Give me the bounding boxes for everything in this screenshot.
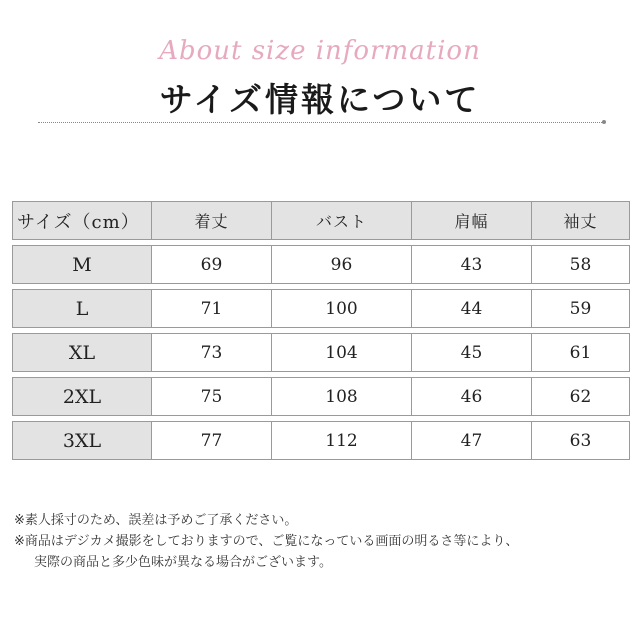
size-label: 3XL xyxy=(12,421,152,460)
table-cell: 73 xyxy=(152,333,272,372)
table-row xyxy=(12,245,630,284)
table-row xyxy=(12,421,630,460)
title-divider xyxy=(38,122,604,123)
table-cell: 96 xyxy=(272,245,412,284)
header-sleeve: 袖丈 xyxy=(532,201,630,240)
header-bust: バスト xyxy=(272,201,412,240)
table-cell: 44 xyxy=(412,289,532,328)
table-cell: 75 xyxy=(152,377,272,416)
table-cell: 112 xyxy=(272,421,412,460)
table-row xyxy=(12,377,630,416)
size-label: L xyxy=(12,289,152,328)
table-cell: 77 xyxy=(152,421,272,460)
table-cell: 61 xyxy=(532,333,630,372)
table-cell: 71 xyxy=(152,289,272,328)
size-table xyxy=(12,196,630,465)
table-cell: 47 xyxy=(412,421,532,460)
size-label: XL xyxy=(12,333,152,372)
header-size: サイズ（cm） xyxy=(12,201,152,240)
table-cell: 58 xyxy=(532,245,630,284)
size-label: 2XL xyxy=(12,377,152,416)
table-cell: 43 xyxy=(412,245,532,284)
table-cell: 108 xyxy=(272,377,412,416)
table-cell: 100 xyxy=(272,289,412,328)
notes xyxy=(14,510,630,573)
note-measurement: ※素人採寸のため、誤差は予めご了承ください。 xyxy=(14,513,298,528)
table-row xyxy=(12,289,630,328)
table-cell: 63 xyxy=(532,421,630,460)
table-cell: 69 xyxy=(152,245,272,284)
size-label: M xyxy=(12,245,152,284)
table-cell: 45 xyxy=(412,333,532,372)
page-title: サイズ情報について xyxy=(159,80,481,119)
table-cell: 62 xyxy=(532,377,630,416)
table-cell: 46 xyxy=(412,377,532,416)
note-photo-continued: 実際の商品と多少色味が異なる場合がございます。 xyxy=(34,555,332,570)
note-photo: ※商品はデジカメ撮影をしておりますので、ご覧になっている画面の明るさ等により、 xyxy=(14,534,519,549)
table-cell: 59 xyxy=(532,289,630,328)
script-subtitle: About size information xyxy=(159,36,481,66)
header-shoulder: 肩幅 xyxy=(412,201,532,240)
table-row xyxy=(12,333,630,372)
table-cell: 104 xyxy=(272,333,412,372)
table-header-row xyxy=(12,201,630,240)
header-length: 着丈 xyxy=(152,201,272,240)
